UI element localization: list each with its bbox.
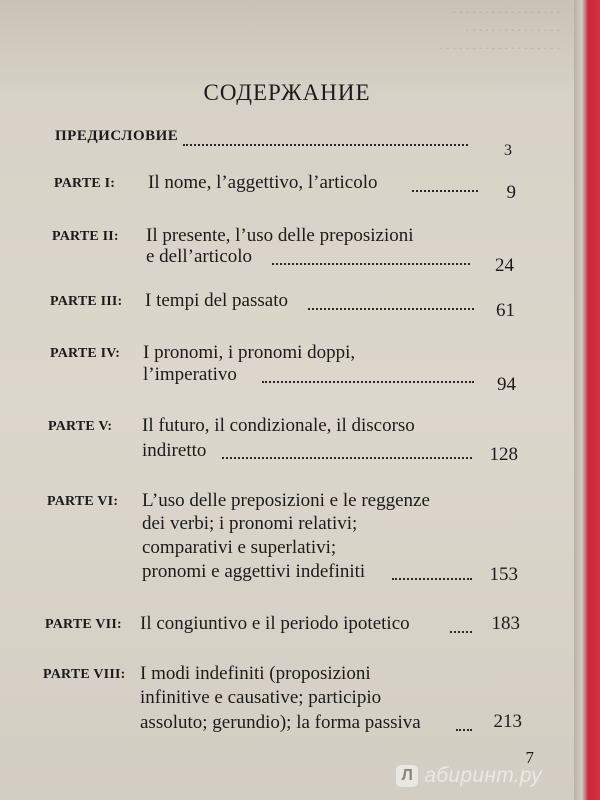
toc-label: PARTE II: <box>52 229 119 244</box>
leader-dots <box>222 451 472 459</box>
toc-title-line: infinitive e causative; participio <box>140 687 382 708</box>
toc-title-line: pronomi e aggettivi indefiniti <box>142 561 366 582</box>
contents-heading: СОДЕРЖАНИЕ <box>203 80 371 105</box>
toc-title-line: Il futuro, il condizionale, il discorso <box>142 415 415 436</box>
toc-page-number: 153 <box>489 564 518 585</box>
book-red-edge <box>574 0 600 800</box>
toc-label: PARTE III: <box>50 294 123 309</box>
leader-dots <box>308 302 474 310</box>
toc-title-line: L’uso delle preposizioni e le reggenze <box>142 490 430 511</box>
toc-label: PARTE I: <box>54 176 116 191</box>
leader-dots <box>183 138 468 146</box>
toc-label: ПРЕДИСЛОВИЕ <box>55 128 179 144</box>
toc-title-line: comparativi e superlativi; <box>142 537 337 558</box>
toc-title-line: dei verbi; i pronomi relativi; <box>142 513 358 534</box>
toc-title-line: I tempi del passato <box>145 290 288 311</box>
toc-label: PARTE V: <box>48 419 113 434</box>
toc-label: PARTE VII: <box>45 617 122 632</box>
toc-page-number: 183 <box>491 613 520 634</box>
toc-page-number: 3 <box>504 142 512 159</box>
toc-page-number: 9 <box>506 182 516 203</box>
toc-title-line: Il congiuntivo e il periodo ipotetico <box>140 613 410 634</box>
toc-label: PARTE VI: <box>47 494 119 509</box>
toc-page-number: 94 <box>497 374 516 395</box>
toc-title-line: l’imperativo <box>143 364 237 385</box>
toc-title-line: indiretto <box>142 440 207 461</box>
show-through-text: . . . . . . . . . . . . . . . . . . . . . . . . . . . . . . . . . . . . . . . . . . . . . . . . . . . <box>439 1 560 52</box>
toc-title-line: Il presente, l’uso delle preposizioni <box>146 225 414 246</box>
watermark-text: абиринт.ру <box>424 764 542 787</box>
leader-dots <box>262 375 474 383</box>
toc-title-line: I modi indefiniti (proposizioni <box>140 663 371 684</box>
toc-label: PARTE VIII: <box>43 667 126 682</box>
watermark-logo-icon: Л <box>396 765 418 787</box>
toc-title-line: e dell’articolo <box>146 246 253 267</box>
toc-title-line: Il nome, l’aggettivo, l’articolo <box>148 172 378 193</box>
toc-title-line: assoluto; gerundio); la forma passiva <box>140 712 421 733</box>
toc-title-line: I pronomi, i pronomi doppi, <box>143 342 356 363</box>
toc-label: PARTE IV: <box>50 346 121 361</box>
toc-page-number: 61 <box>496 300 515 321</box>
toc-page-number: 128 <box>489 444 518 465</box>
toc-page-number: 24 <box>495 255 514 276</box>
toc-page-number: 213 <box>493 711 522 732</box>
page-number: 7 <box>525 748 534 767</box>
watermark <box>396 764 542 788</box>
leader-dots <box>272 257 470 265</box>
